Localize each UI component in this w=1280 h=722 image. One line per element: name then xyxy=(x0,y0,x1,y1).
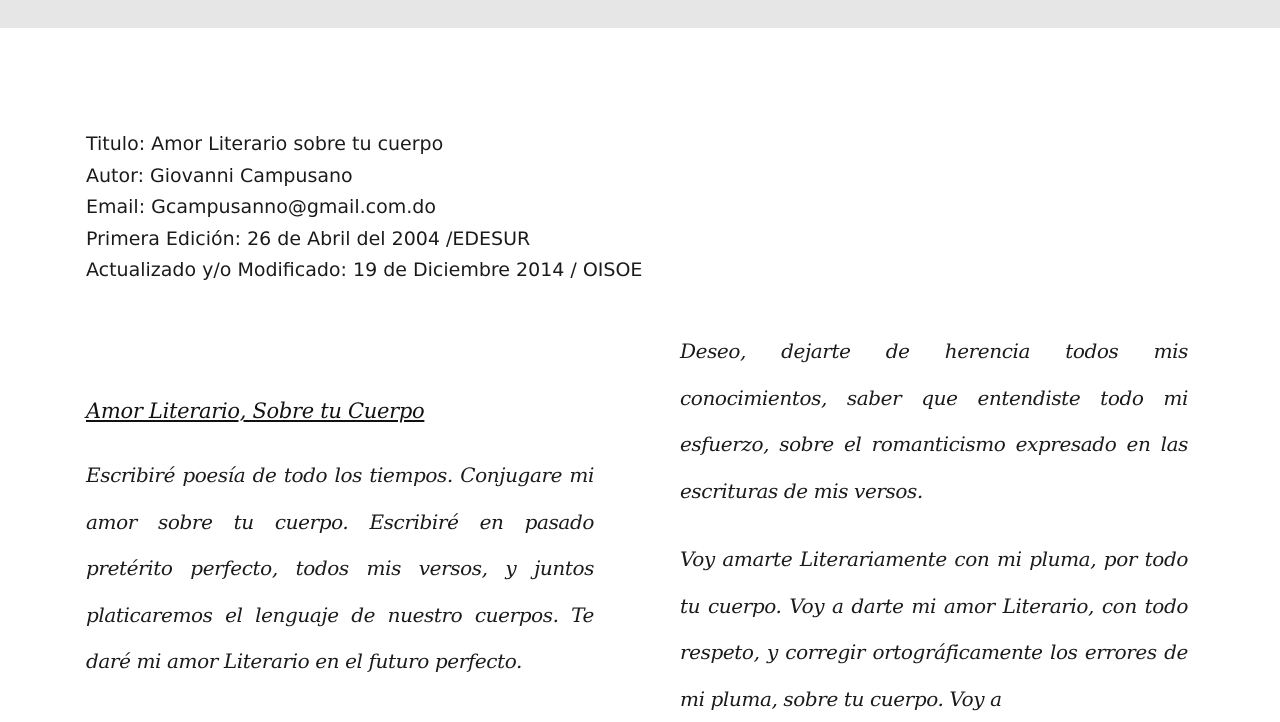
poem-paragraph: Escribiré poesía de todo los tiempos. Conjugare mi amor sobre tu cuerpo. Escribiré en pasado pretérito perfecto, todos mis versos, y juntos platicaremos el lenguaje de nuestro cuerpos. Te daré mi amor Literario en el futuro perfecto. xyxy=(86,463,594,673)
left-column xyxy=(86,396,594,685)
document-metadata xyxy=(86,129,642,287)
poem-paragraph: Deseo, dejarte de herencia todos mis conocimientos, saber que entendiste todo mi esfuerzo, sobre el romanticismo expresado en las escrituras de mis versos. xyxy=(680,339,1188,503)
poem-paragraph: Voy amarte Literariamente con mi pluma, por todo tu cuerpo. Voy a darte mi amor Literario, con todo respeto, y corregir ortográficamente los errores de mi pluma, sobre tu cuerpo. Voy a xyxy=(680,547,1188,711)
title-line: Titulo: Amor Literario sobre tu cuerpo xyxy=(86,133,444,155)
right-column xyxy=(680,328,1188,722)
updated-line: Actualizado y/o Modificado: 19 de Diciembre 2014 / OISOE xyxy=(86,259,643,281)
first-edition-line: Primera Edición: 26 de Abril del 2004 /EDESUR xyxy=(86,227,531,250)
poem-heading: Amor Literario, Sobre tu Cuerpo xyxy=(86,399,425,423)
author-line: Autor: Giovanni Campusano xyxy=(86,164,353,187)
email-line: Email: Gcampusanno@gmail.com.do xyxy=(86,196,436,218)
document-page xyxy=(0,28,1280,720)
viewer-toolbar xyxy=(0,0,1280,28)
